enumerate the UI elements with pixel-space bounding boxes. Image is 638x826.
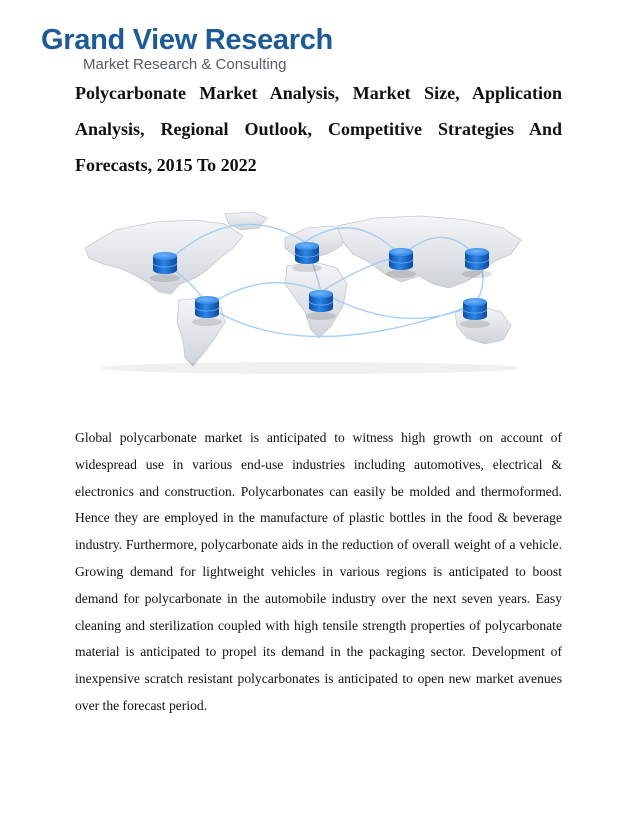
continent-greenland	[225, 212, 267, 230]
database-node-north-america	[150, 252, 180, 282]
continent-asia	[337, 216, 521, 288]
database-node-east-asia	[462, 248, 492, 278]
map-shadow	[100, 362, 520, 374]
report-title: Polycarbonate Market Analysis, Market Size, Application Analysis, Regional Outlook, Competitive Strategies And Forecasts, 2015 To 2022	[75, 83, 562, 175]
database-node-australia	[460, 298, 490, 328]
brand-logo	[41, 24, 361, 74]
database-node-asia	[386, 248, 416, 278]
world-network-map-illustration	[75, 208, 545, 378]
brand-tagline: Market Research & Consulting	[83, 56, 287, 73]
brand-name: Grand View Research	[41, 24, 333, 56]
database-node-africa	[306, 290, 336, 320]
database-node-europe	[292, 242, 322, 272]
database-node-south-america	[192, 296, 222, 326]
continents	[85, 212, 521, 366]
report-summary-paragraph: Global polycarbonate market is anticipated to witness high growth on account of widespread use in various end-use industries including automotives, electrical & electronics and construction. Polycarbonates can easily be molded and thermoformed. Hence they are employed in the manufacture of plastic bottles in the food & beverage industry. Furthermore, polycarbonate aids in the reduction of overall weight of a vehicle. Growing demand for lightweight vehicles in various regions is anticipated to boost demand for polycarbonate in the automobile industry over the next seven years. Easy cleaning and sterilization coupled with high tensile strength properties of polycarbonate material is anticipated to propel its demand in the packaging sector. Development of inexpensive scratch resistant polycarbonates is anticipated to open new market avenues over the forecast period.	[75, 430, 562, 713]
